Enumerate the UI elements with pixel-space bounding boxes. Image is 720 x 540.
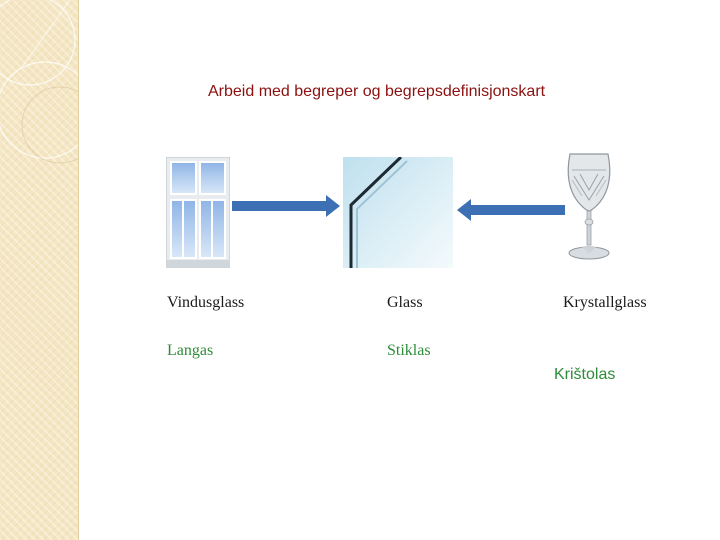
translation-langas: Langas	[167, 342, 214, 359]
decorative-circles	[0, 0, 78, 540]
crystal-wine-glass-image	[560, 150, 618, 265]
slide-title: Arbeid med begreper og begrepsdefinisjonskart	[208, 83, 546, 100]
glass-pane-image	[343, 157, 453, 268]
window-image	[166, 157, 230, 268]
term-vindusglass: Vindusglass	[167, 294, 245, 311]
translation-stiklas: Stiklas	[387, 342, 431, 359]
arrow-right-icon	[232, 195, 340, 217]
arrow-left-icon	[457, 199, 565, 221]
decorative-side-band	[0, 0, 79, 540]
term-glass: Glass	[387, 294, 423, 311]
translation-kristolas: Krištolas	[554, 366, 616, 383]
term-krystallglass: Krystallglass	[563, 294, 647, 311]
